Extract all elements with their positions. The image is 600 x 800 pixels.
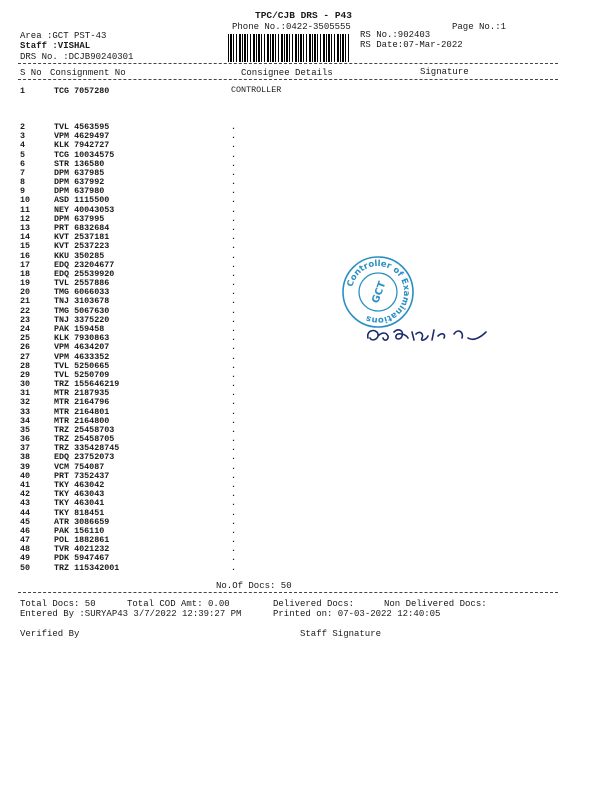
row-sno: 33 (20, 406, 31, 417)
row-sno: 16 (20, 250, 31, 261)
row-consignee-mark: . (231, 498, 237, 509)
row-sno: 44 (20, 507, 31, 518)
column-header-signature: Signature (420, 67, 469, 77)
row-sno: 31 (20, 388, 31, 399)
row-consignment: PRT 6832684 (54, 222, 110, 233)
row-consignee-mark: . (231, 259, 237, 270)
row-sno: 24 (20, 323, 31, 334)
row-consignment: MTR 2164796 (54, 397, 110, 408)
row-sno: 5 (20, 149, 26, 160)
row-consignee-mark: . (231, 480, 237, 491)
row-sno: 41 (20, 480, 31, 491)
row-consignee-mark: . (231, 461, 237, 472)
row-sno: 42 (20, 489, 31, 500)
page-number: Page No.:1 (452, 22, 507, 32)
row-sno: 26 (20, 342, 31, 353)
row-consignment: ATR 3086659 (54, 516, 110, 527)
row-consignment: TMG 5067630 (54, 305, 110, 316)
row-consignment: TNJ 3103678 (54, 296, 110, 307)
row-sno: 29 (20, 369, 31, 380)
row-sno: 39 (20, 461, 31, 472)
row-sno: 43 (20, 498, 31, 509)
row-consignee-mark: . (231, 158, 237, 169)
table-row (0, 564, 600, 573)
row-consignee-mark: . (231, 149, 237, 160)
document-title: TPC/CJB DRS - P43 (255, 10, 352, 21)
row-sno: 46 (20, 525, 31, 536)
row-consignment: TRZ 155646219 (54, 379, 120, 390)
phone-number: Phone No.:0422-3505555 (232, 22, 351, 32)
row-consignment: TKY 463043 (54, 489, 105, 500)
row-consignment: DPM 637995 (54, 213, 105, 224)
row-consignee-mark: . (231, 406, 237, 417)
row-consignment: MTR 2164800 (54, 415, 110, 426)
row-consignee-mark: . (231, 379, 237, 390)
row-sno: 38 (20, 452, 31, 463)
staff-label: Staff :VISHAL (20, 41, 91, 51)
row-consignee-mark: . (231, 553, 237, 564)
row-consignment: KVT 2537181 (54, 232, 110, 243)
row-consignment: TVR 4021232 (54, 544, 110, 555)
row-consignee-mark: . (231, 296, 237, 307)
row-consignment: PDK 5947467 (54, 553, 110, 564)
stamp-center-text: GCT (370, 280, 389, 305)
row-consignee-mark: . (231, 434, 237, 445)
row-consignee-mark: . (231, 452, 237, 463)
entered-by: Entered By :SURYAP43 3/7/2022 12:39:27 PM (20, 609, 242, 619)
row-sno: 27 (20, 351, 31, 362)
row-consignee-mark: . (231, 360, 237, 371)
column-header-consignee: Consignee Details (241, 68, 333, 78)
row-consignee-mark: . (231, 250, 237, 261)
row-sno: 34 (20, 415, 31, 426)
first-row-sno: 1 (20, 86, 26, 96)
row-sno: 50 (20, 562, 31, 573)
row-consignee-mark: . (231, 388, 237, 399)
row-consignee-mark: . (231, 470, 237, 481)
row-sno: 19 (20, 278, 31, 289)
row-consignee-mark: . (231, 278, 237, 289)
table-row (0, 343, 600, 352)
no-of-docs: No.Of Docs: 50 (216, 581, 292, 591)
row-consignment: POL 1882861 (54, 535, 110, 546)
row-consignment: EDQ 23752073 (54, 452, 115, 463)
row-consignment: TKY 463042 (54, 480, 105, 491)
row-consignee-mark: . (231, 443, 237, 454)
row-sno: 17 (20, 259, 31, 270)
row-consignment: PAK 156110 (54, 525, 105, 536)
row-consignee-mark: . (231, 369, 237, 380)
row-sno: 12 (20, 213, 31, 224)
row-consignee-mark: . (231, 342, 237, 353)
table-row (0, 242, 600, 251)
row-consignment: KLK 7942727 (54, 140, 110, 151)
non-delivered-docs: Non Delivered Docs: (384, 599, 487, 609)
row-sno: 11 (20, 204, 31, 215)
drs-number: DRS No. :DCJB90240301 (20, 52, 134, 62)
row-sno: 4 (20, 140, 26, 151)
row-consignee-mark: . (231, 232, 237, 243)
row-consignment: TNJ 3375220 (54, 314, 110, 325)
row-consignee-mark: . (231, 195, 237, 206)
row-consignment: TVL 4563595 (54, 122, 110, 132)
row-consignment: ASD 1115500 (54, 195, 110, 206)
row-sno: 13 (20, 222, 31, 233)
row-consignee-mark: . (231, 415, 237, 426)
row-consignee-mark: . (231, 323, 237, 334)
row-sno: 6 (20, 158, 26, 169)
row-consignment: TKY 818451 (54, 507, 105, 518)
row-consignee-mark: . (231, 544, 237, 555)
row-consignee-mark: . (231, 241, 237, 252)
verified-by: Verified By (20, 629, 80, 639)
row-consignment: TKY 463041 (54, 498, 105, 509)
row-sno: 40 (20, 470, 31, 481)
row-consignment: VPM 4633352 (54, 351, 110, 362)
total-cod-amount: Total COD Amt: 0.00 (127, 599, 230, 609)
row-consignment: KVT 2537223 (54, 241, 110, 252)
row-sno: 32 (20, 397, 31, 408)
row-consignment: STR 136580 (54, 158, 105, 169)
row-consignment: EDQ 25539920 (54, 268, 115, 279)
staff-signature-label: Staff Signature (300, 629, 382, 639)
row-sno: 18 (20, 268, 31, 279)
row-consignment: KLK 7930863 (54, 333, 110, 344)
column-header-sno: S No (20, 68, 42, 78)
rs-date: RS Date:07-Mar-2022 (360, 40, 463, 50)
row-consignee-mark: . (231, 333, 237, 344)
row-consignee-mark: . (231, 397, 237, 408)
row-consignee-mark: . (231, 268, 237, 279)
row-sno: 15 (20, 241, 31, 252)
table-row (0, 141, 600, 150)
column-header-consignment: Consignment No (50, 68, 126, 78)
row-consignment: PAK 159458 (54, 323, 105, 334)
row-sno: 22 (20, 305, 31, 316)
row-consignment: TVL 2557886 (54, 278, 110, 289)
row-consignment: TRZ 25458703 (54, 424, 115, 435)
row-sno: 20 (20, 287, 31, 298)
row-consignee-mark: . (231, 287, 237, 298)
row-consignee-mark: . (231, 314, 237, 325)
row-consignee-mark: . (231, 516, 237, 527)
row-consignee-mark: . (231, 122, 237, 132)
gct-stamp (340, 254, 416, 330)
row-consignment: VCM 754087 (54, 461, 105, 472)
row-consignee-mark: . (231, 351, 237, 362)
row-sno: 23 (20, 314, 31, 325)
row-consignment: VPM 4634207 (54, 342, 110, 353)
row-sno: 30 (20, 379, 31, 390)
row-consignment: TVL 5250665 (54, 360, 110, 371)
row-sno: 2 (20, 122, 26, 132)
area-label: Area :GCT PST-43 (20, 31, 107, 41)
first-row-consignee: CONTROLLER (231, 85, 282, 95)
row-consignee-mark: . (231, 131, 237, 142)
row-consignment: TVL 5250709 (54, 369, 110, 380)
row-sno: 28 (20, 360, 31, 371)
row-sno: 36 (20, 434, 31, 445)
row-consignment: PRT 7352437 (54, 470, 110, 481)
row-consignee-mark: . (231, 213, 237, 224)
row-consignment: KKU 350285 (54, 250, 105, 261)
row-consignment: TRZ 25458705 (54, 434, 115, 445)
row-sno: 3 (20, 131, 26, 142)
row-consignment: VPM 4629497 (54, 131, 110, 142)
row-sno: 48 (20, 544, 31, 555)
delivered-docs: Delivered Docs: (273, 599, 355, 609)
divider (18, 79, 558, 80)
divider (18, 63, 558, 64)
row-consignee-mark: . (231, 222, 237, 233)
row-sno: 25 (20, 333, 31, 344)
row-sno: 14 (20, 232, 31, 243)
row-consignee-mark: . (231, 204, 237, 215)
row-consignment: DPM 637985 (54, 167, 105, 178)
divider (18, 592, 558, 593)
total-docs: Total Docs: 50 (20, 599, 96, 609)
row-consignment: TRZ 335428745 (54, 443, 120, 454)
row-consignment: TRZ 115342001 (54, 562, 120, 573)
first-row-consignment: TCG 7057280 (54, 86, 110, 96)
row-consignment: DPM 637992 (54, 177, 105, 188)
row-sno: 49 (20, 553, 31, 564)
row-consignee-mark: . (231, 186, 237, 197)
row-sno: 35 (20, 424, 31, 435)
row-sno: 10 (20, 195, 31, 206)
row-consignment: MTR 2187935 (54, 388, 110, 399)
row-sno: 47 (20, 535, 31, 546)
row-consignment: TCG 10034575 (54, 149, 115, 160)
row-sno: 21 (20, 296, 31, 307)
row-sno: 37 (20, 443, 31, 454)
row-consignment: EDQ 23204677 (54, 259, 115, 270)
row-consignee-mark: . (231, 535, 237, 546)
row-consignee-mark: . (231, 177, 237, 188)
row-consignee-mark: . (231, 424, 237, 435)
row-consignment: TMG 6066033 (54, 287, 110, 298)
row-consignee-mark: . (231, 167, 237, 178)
row-sno: 45 (20, 516, 31, 527)
row-sno: 8 (20, 177, 26, 188)
stamp-ring-text: Controller of Examinations (345, 258, 412, 326)
row-sno: 9 (20, 186, 26, 197)
row-consignee-mark: . (231, 140, 237, 151)
printed-on: Printed on: 07-03-2022 12:40:05 (273, 609, 441, 619)
row-consignee-mark: . (231, 507, 237, 518)
signature-scribble (364, 324, 494, 348)
barcode (228, 34, 350, 62)
row-consignee-mark: . (231, 525, 237, 536)
row-consignee-mark: . (231, 489, 237, 500)
rs-number: RS No.:902403 (360, 30, 431, 40)
row-consignee-mark: . (231, 562, 237, 573)
row-consignee-mark: . (231, 305, 237, 316)
row-consignment: NEY 40043053 (54, 204, 115, 215)
row-sno: 7 (20, 167, 26, 178)
row-consignment: MTR 2164801 (54, 406, 110, 417)
row-consignment: DPM 637980 (54, 186, 105, 197)
